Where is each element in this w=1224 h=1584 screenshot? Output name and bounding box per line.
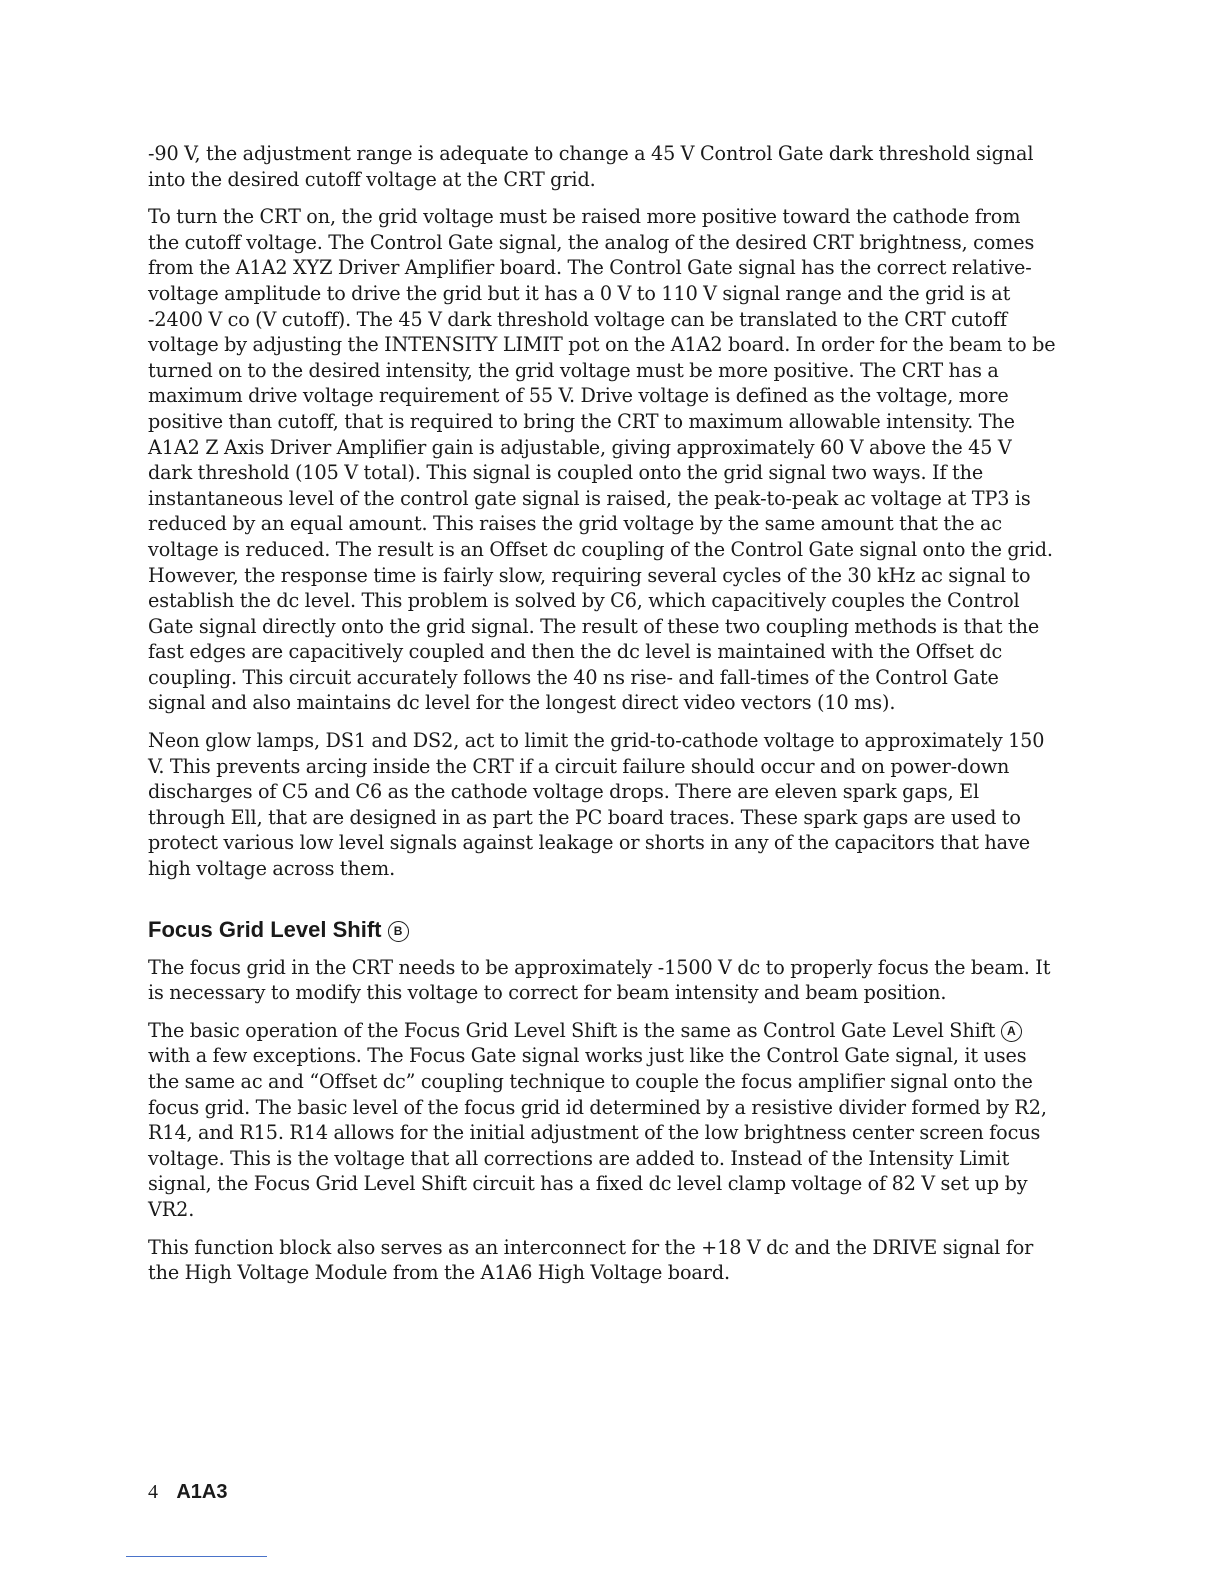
paragraph-interconnect: This function block also serves as an interconnect for the +18 V dc and the DRIVE signal for the High Voltage Module from the A1A6 High Voltage board. [148,1235,1034,1285]
footer-divider [126,1556,267,1557]
section-label: A1A3 [176,1481,228,1503]
document-body [148,141,1056,1298]
page-footer [148,1479,228,1504]
paragraph-turn-crt-on: To turn the CRT on, the grid voltage must be raised more positive toward the cathode from the cutoff voltage. The Control Gate signal, the analog of the desired CRT brightness, comes from the A1A2 XYZ Driver Amplifier board. The Control Gate signal has the correct relative-voltage amplitude to drive the grid but it has a 0 V to 110 V signal range and the grid is at -2400 V co (V cutoff). The 45 V dark threshold voltage can be translated to the CRT cutoff voltage by adjusting the INTENSITY LIMIT pot on the A1A2 board. In order for the beam to be turned on to the desired intensity, the grid voltage must be more positive. The CRT has a maximum drive voltage requirement of 55 V. Drive voltage is defined as the voltage, more positive than cutoff, that is required to bring the CRT to maximum allowable intensity. The A1A2 Z Axis Driver Amplifier gain is adjustable, giving approximately 60 V above the 45 V dark threshold (105 V total). This signal is coupled onto the grid signal two ways. If the instantaneous level of the control gate signal is raised, the peak-to-peak ac voltage at TP3 is reduced by an equal amount. This raises the grid voltage by the same amount that the ac voltage is reduced. The result is an Offset dc coupling of the Control Gate signal onto the grid. However, the response time is fairly slow, requiring several cycles of the 30 kHz ac signal to establish the dc level. This problem is solved by C6, which capacitively couples the Control Gate signal directly onto the grid signal. The result of these two coupling methods is that the fast edges are capacitively coupled and then the dc level is maintained with the Offset dc coupling. This circuit accurately follows the 40 ns rise- and fall-times of the Control Gate signal and also maintains dc level for the longest direct video vectors (10 ms). [148,205,1056,715]
paragraph-grid-adjustment-range: -90 V, the adjustment range is adequate to change a 45 V Control Gate dark threshold signal into the desired cutoff voltage at the CRT grid. [148,142,1034,191]
paragraph-focus-grid-voltage: The focus grid in the CRT needs to be approximately -1500 V dc to properly focus the beam. It is necessary to modify this voltage to correct for beam intensity and beam position. [148,955,1051,1005]
section-heading-focus-grid-level-shift [148,916,1056,944]
paragraph-text-after-marker: with a few exceptions. The Focus Gate signal works just like the Control Gate signal, it uses the same ac and “Offset dc” coupling technique to couple the focus amplifier signal onto the focus grid. The basic level of the focus grid id determined by a resistive divider formed by R2, R14, and R15. R14 allows for the initial adjustment of the low brightness center screen focus voltage. This is the voltage that all corrections are added to. Instead of the Intensity Limit signal, the Focus Grid Level Shift circuit has a fixed dc level clamp voltage of 82 V set up by VR2. [148,1044,1047,1221]
page-number: 4 [148,1481,158,1503]
circled-b-marker-icon: B [388,921,409,942]
paragraph-text-before-marker: The basic operation of the Focus Grid Level Shift is the same as Control Gate Level Shift [148,1018,996,1042]
paragraph-neon-glow-lamps: Neon glow lamps, DS1 and DS2, act to limit the grid-to-cathode voltage to approximately 150 V. This prevents arcing inside the CRT if a circuit failure should occur and on power-down discharges of C5 and C6 as the cathode voltage drops. There are eleven spark gaps, El through Ell, that are designed in as part the PC board traces. These spark gaps are used to protect various low level signals against leakage or shorts in any of the capacitors that have high voltage across them. [148,729,1045,881]
section-heading-text: Focus Grid Level Shift [148,916,382,942]
circled-a-marker-icon: A [1001,1021,1022,1042]
paragraph-focus-basic-operation [148,1018,1056,1223]
